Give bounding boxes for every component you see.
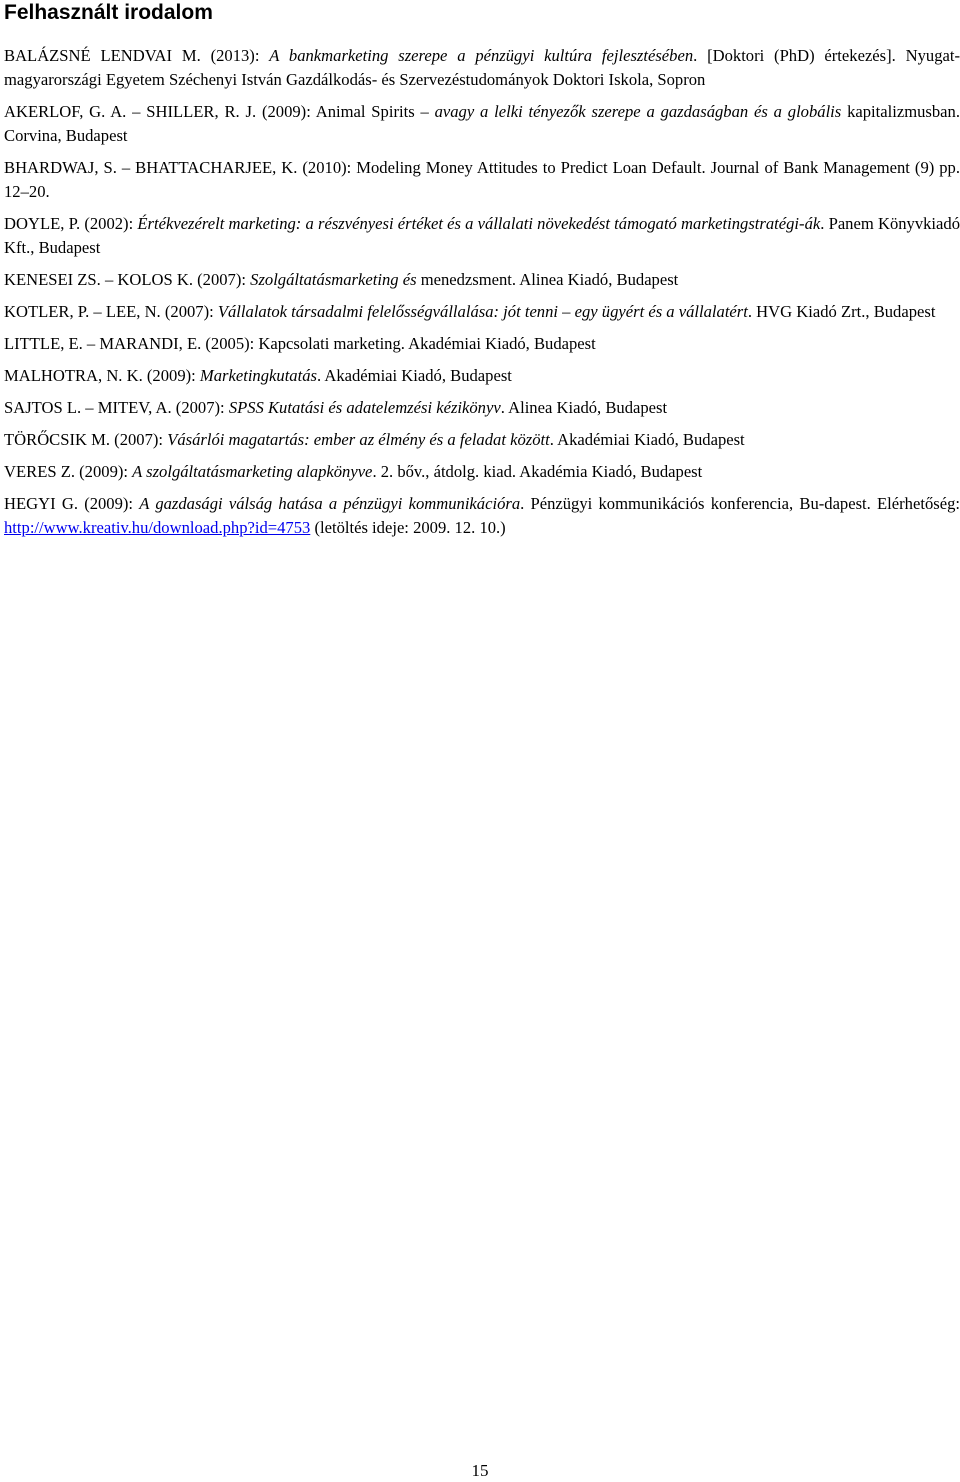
reference-year: (2007):	[160, 302, 218, 321]
reference-title: A bankmarketing szerepe a pénzügyi kultúra fejlesztésében	[269, 46, 694, 65]
reference-title: Marketingkutatás	[199, 366, 317, 385]
reference-title: A gazdasági válság hatása a pénzügyi kommunikációra	[139, 494, 521, 513]
reference-authors: MALHOTRA, N. K.	[4, 366, 143, 385]
reference-authors: KENESEI ZS. – KOLOS K.	[4, 270, 193, 289]
reference-item	[4, 100, 960, 148]
reference-publisher: . 2. bőv., átdolg. kiad. Akadémia Kiadó, Budapest	[372, 462, 703, 481]
reference-year: (2007):	[110, 430, 168, 449]
reference-title: Értékvezérelt marketing: a részvényesi értéket és a vállalati növekedést támogató marketingstratégi-ák	[137, 214, 821, 233]
reference-publisher: . Akadémiai Kiadó, Budapest	[316, 366, 512, 385]
page-title: Felhasznált irodalom	[4, 1, 213, 24]
reference-title: A szolgáltatásmarketing alapkönyve	[132, 462, 373, 481]
reference-publisher: . Akadémiai Kiadó, Budapest	[549, 430, 745, 449]
reference-authors: SAJTOS L. – MITEV, A.	[4, 398, 172, 417]
reference-authors: DOYLE, P.	[4, 214, 81, 233]
reference-year: (2009):	[77, 494, 140, 513]
reference-publisher: . Pénzügyi kommunikációs konferencia, Bu-dapest. Elérhetőség:	[520, 494, 960, 513]
page-number: 15	[471, 1461, 489, 1480]
reference-item	[4, 460, 960, 484]
reference-item	[4, 44, 960, 92]
reference-title: Vállalatok társadalmi felelősségvállalása: jót tenni – egy ügyért és a vállalatért	[217, 302, 748, 321]
reference-publisher: kapitalizmusban. Corvina, Budapest	[4, 102, 960, 145]
reference-year: (2009): Animal Spirits –	[256, 102, 435, 121]
reference-item	[4, 364, 960, 388]
reference-year: (2007):	[192, 270, 251, 289]
reference-year: (2009):	[142, 366, 200, 385]
reference-year: (2007):	[171, 398, 229, 417]
reference-list	[4, 44, 960, 548]
reference-item	[4, 300, 960, 324]
reference-title: Szolgáltatásmarketing és	[250, 270, 421, 289]
reference-year: (2002):	[80, 214, 138, 233]
reference-authors: TÖRŐCSIK M.	[4, 430, 111, 449]
reference-authors: HEGYI G.	[4, 494, 78, 513]
reference-link[interactable]: http://www.kreativ.hu/download.php?id=4753	[4, 518, 311, 537]
reference-year: (2010): Modeling Money Attitudes to Predict Loan Default. Journal of Bank Management (9) pp. 12–20.	[4, 158, 960, 201]
reference-item	[4, 492, 960, 540]
reference-publisher: . Alinea Kiadó, Budapest	[500, 398, 668, 417]
reference-publisher: . [Doktori (PhD) értekezés]. Nyugat-magyarországi Egyetem Széchenyi István Gazdálkodás- és Szervezéstudományok Doktori Iskola, Sopron	[4, 46, 960, 89]
reference-year: (2013):	[200, 46, 270, 65]
reference-year: (2005): Kapcsolati marketing. Akadémiai Kiadó, Budapest	[201, 334, 596, 353]
reference-authors: AKERLOF, G. A. – SHILLER, R. J.	[4, 102, 257, 121]
reference-item	[4, 212, 960, 260]
reference-authors: KOTLER, P. – LEE, N.	[4, 302, 161, 321]
reference-item	[4, 268, 960, 292]
reference-publisher: . HVG Kiadó Zrt., Budapest	[747, 302, 936, 321]
reference-authors: VERES Z.	[4, 462, 75, 481]
reference-access-date: (letöltés ideje: 2009. 12. 10.)	[310, 518, 506, 537]
reference-item	[4, 156, 960, 204]
reference-publisher: . Panem Könyvkiadó Kft., Budapest	[4, 214, 960, 257]
reference-authors: BALÁZSNÉ LENDVAI M.	[4, 46, 201, 65]
reference-item	[4, 428, 960, 452]
reference-publisher: menedzsment. Alinea Kiadó, Budapest	[420, 270, 679, 289]
reference-title: SPSS Kutatási és adatelemzési kézikönyv	[228, 398, 501, 417]
reference-title: avagy a lelki tényezők szerepe a gazdaságban és a globális	[434, 102, 842, 121]
reference-authors: BHARDWAJ, S. – BHATTACHARJEE, K.	[4, 158, 298, 177]
reference-item	[4, 332, 960, 356]
reference-authors: LITTLE, E. – MARANDI, E.	[4, 334, 202, 353]
reference-title: Vásárlói magatartás: ember az élmény és a feladat között	[167, 430, 550, 449]
reference-year: (2009):	[75, 462, 133, 481]
reference-item	[4, 396, 960, 420]
